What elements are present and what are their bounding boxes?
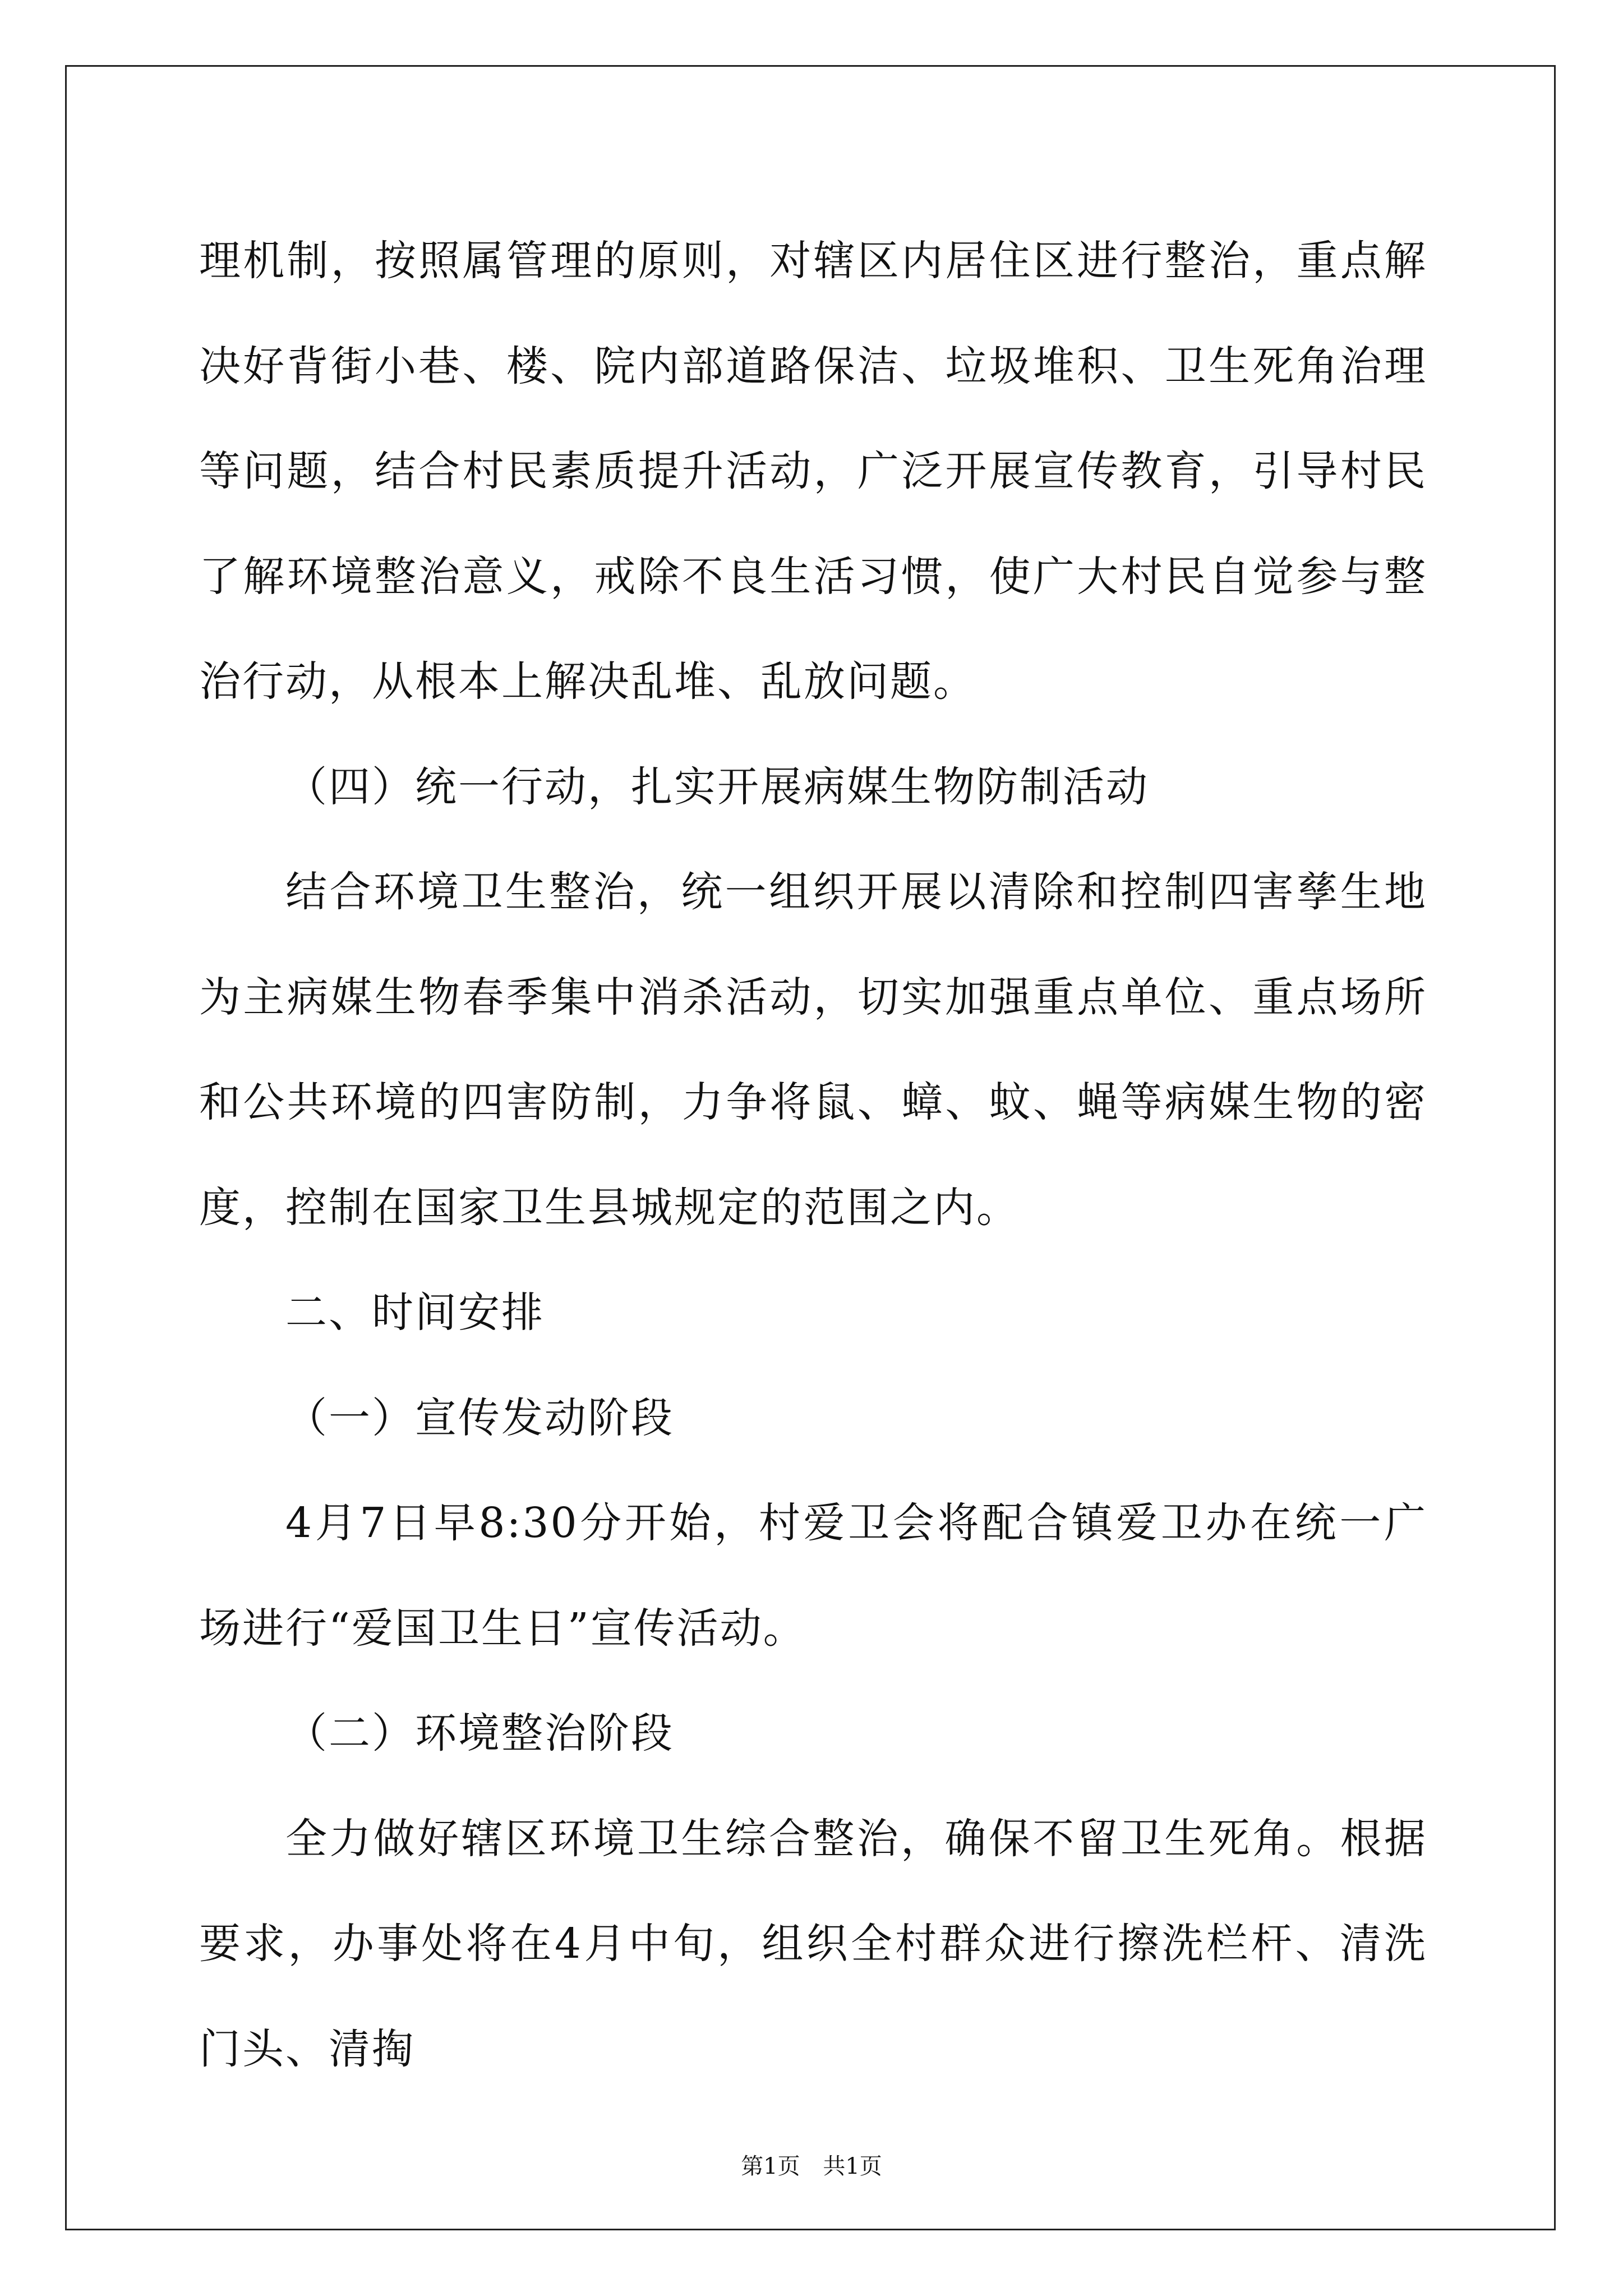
paragraph-rectification: 全力做好辖区环境卫生综合整治，确保不留卫生死角。根据要求，办事处将在4月中旬，组织全村群众进行擦洗栏杆、清洗门头、清掏 [199, 1814, 1427, 2073]
section-heading-4: （四）统一行动，扎实开展病媒生物防制活动 [285, 762, 1149, 811]
subsection-heading-rectification: （二）环境整治阶段 [285, 1709, 674, 1757]
document-body [199, 209, 1427, 2102]
subsection-heading-publicity: （一）宣传发动阶段 [285, 1393, 674, 1442]
paragraph-publicity: 4月7日早8:30分开始，村爱卫会将配合镇爱卫办在统一广场进行“爱国卫生日”宣传活动。 [199, 1499, 1427, 1653]
page-number: 第1页 [741, 2154, 800, 2179]
page-total: 共1页 [823, 2154, 882, 2179]
page-footer [0, 2148, 1623, 2180]
paragraph-vector-control: 结合环境卫生整治，统一组织开展以清除和控制四害孳生地为主病媒生物春季集中消杀活动，切实加强重点单位、重点场所和公共环境的四害防制，力争将鼠、蟑、蚊、蝇等病媒生物的密度，控制在国家卫生县城规定的范围之内。 [199, 868, 1427, 1232]
paragraph-continuation: 理机制，按照属管理的原则，对辖区内居住区进行整治，重点解决好背街小巷、楼、院内部道路保洁、垃圾堆积、卫生死角治理等问题，结合村民素质提升活动，广泛开展宣传教育，引导村民了解环境整治意义，戒除不良生活习惯，使广大村民自觉参与整治行动，从根本上解决乱堆、乱放问题。 [199, 237, 1427, 706]
section-heading-schedule: 二、时间安排 [285, 1289, 545, 1337]
